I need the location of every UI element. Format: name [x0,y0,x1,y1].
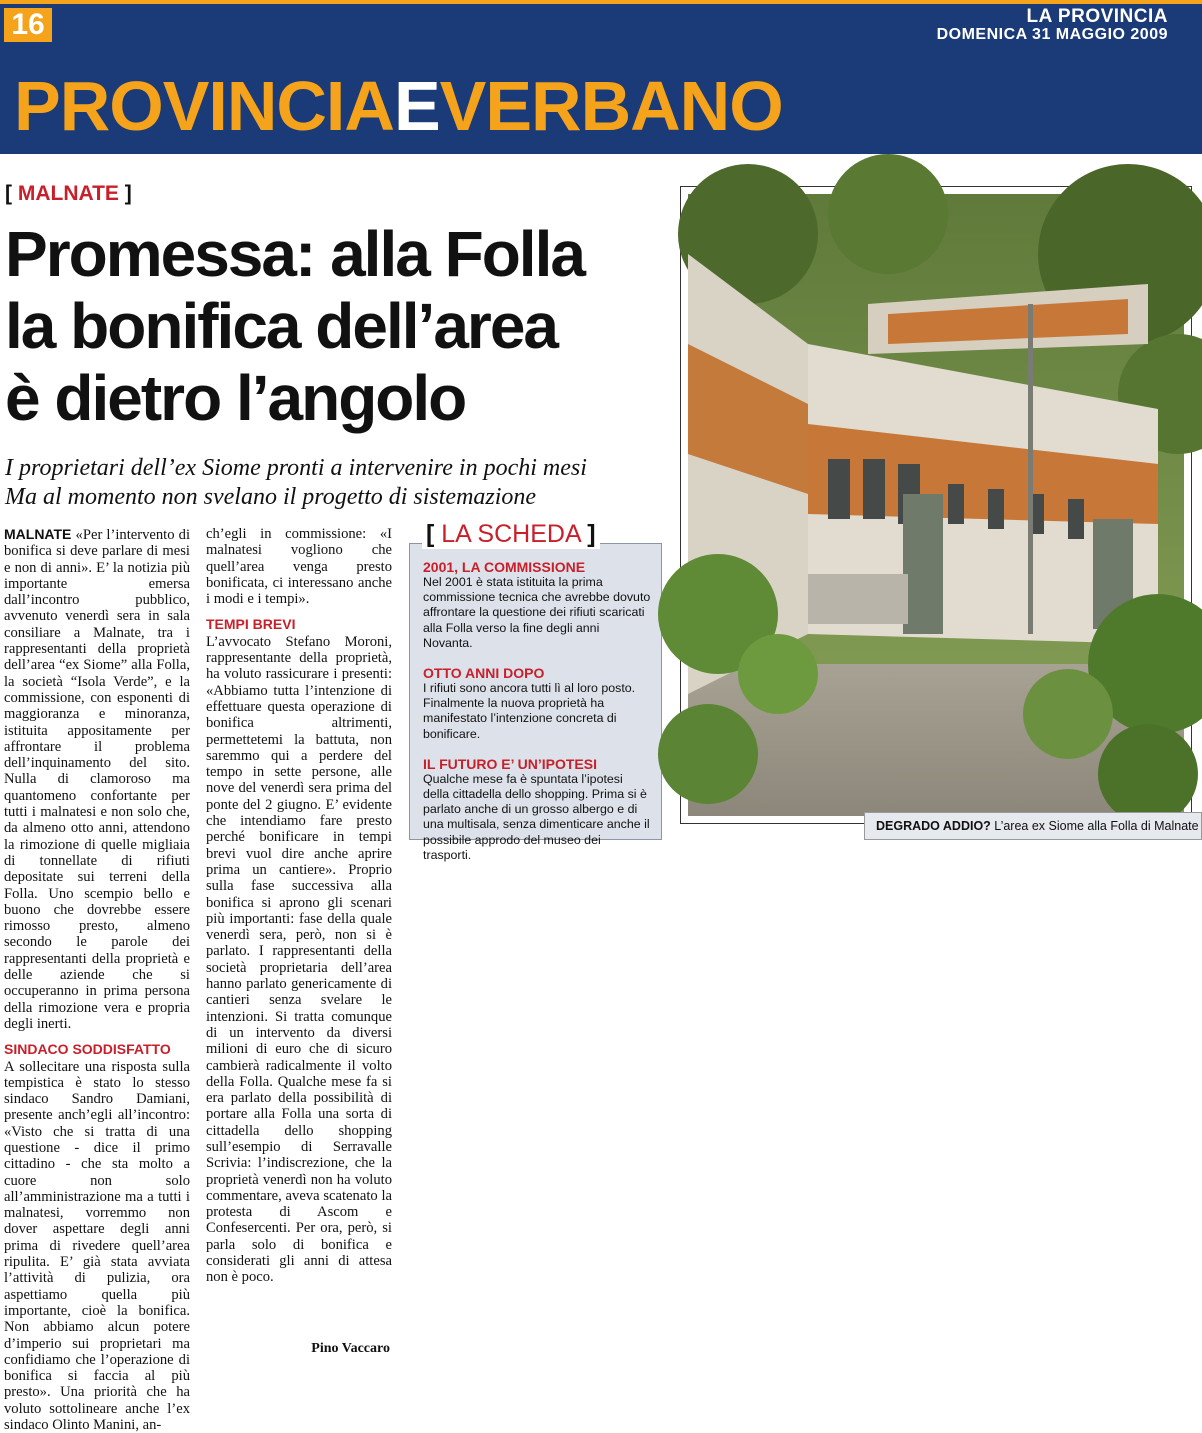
scheda-bracket-close: ] [587,520,595,548]
lead-word: MALNATE [4,526,71,542]
scheda-item-text: Qualche mese fa è spuntata l’ipotesi della cittadella dello shopping. Prima si è parlato anche di un grosso albergo e di una multisala, senza dimenticare anche il possibile approdo del museo dei trasporti. [423,772,651,863]
kicker [5,182,132,206]
headline [5,218,673,434]
caption-bold: DEGRADO ADDIO? [876,819,991,833]
scheda-item-title: IL FUTURO E’ UN’IPOTESI [423,756,651,772]
subheadline [5,454,673,512]
publication-name: LA PROVINCIA [1027,6,1168,28]
headline-line-3: è dietro l’angolo [5,362,465,434]
section-title-part3: VERBANO [440,67,783,145]
article-column-1 [4,526,190,1433]
scheda-item-text: Nel 2001 è stata istituita la prima commissione tecnica che avrebbe dovuto affrontare la questione dei rifiuti scaricati alla Folla verso la fine degli anni Novanta. [423,575,651,651]
section-title [14,66,783,146]
kicker-bracket-close: ] [125,182,132,205]
byline: Pino Vaccaro [260,1341,390,1357]
subsection-title-sindaco: SINDACO SODDISFATTO [4,1041,190,1057]
caption-text: L’area ex Siome alla Folla di Malnate [991,819,1199,833]
section-title-part2: E [394,67,440,145]
kicker-bracket-open: [ [5,182,12,205]
scheda-item-title: 2001, LA COMMISSIONE [423,559,651,575]
scheda-item-text: I rifiuti sono ancora tutti lì al loro posto. Finalmente la nuova proprietà ha manifestato l’intenzione concreta di bonificare. [423,681,651,742]
header-rule [0,152,1202,154]
subhead-line-2: Ma al momento non svelano il progetto di sistemazione [5,484,536,510]
paragraph-1 [4,526,190,1032]
factory-photo [688,194,1184,816]
paragraph-3: ch’egli in commissione: «I malnatesi vogliono che quell’area venga presto bonificata, ci interessano anche i modi e i tempi». [206,526,392,607]
section-title-part1: PROVINCIA [14,67,394,145]
scheda-item-title: OTTO ANNI DOPO [423,665,651,681]
headline-line-2: la bonifica dell’area [5,290,557,362]
subsection-title-tempi: TEMPI BREVI [206,616,392,632]
scheda-box [409,543,662,840]
paragraph-2: A sollecitare una risposta sulla tempistica è stato lo stesso sindaco Sandro Damiani, presente anch’egli all’incontro: «Visto che si tratta di una questione - dice il primo cittadino - che sta molto a cuore non solo all’amministrazione ma a tutti i malnatesi, vorremmo non dover aspettare degli anni prima di rivedere quell’area ripulita. E’ già stata avviata l’attività di pulizia, ora aspettiamo quella più importante, cioè la bonifica. Non abbiamo alcun potere d’imperio sui proprietari ma confidiamo che l’operazione di bonifica si faccia al più presto». Una priorità che ha voluto sottolineare anche l’ex sindaco Olinto Manini, an- [4,1059,190,1433]
photo-caption [864,812,1202,840]
headline-line-1: Promessa: alla Folla [5,218,584,290]
subhead-line-1: I proprietari dell’ex Siome pronti a intervenire in pochi mesi [5,455,587,481]
kicker-word: MALNATE [18,182,119,205]
page-number: 16 [4,8,52,42]
scheda-label [422,520,600,549]
photo-frame [680,186,1192,824]
scheda-bracket-open: [ [426,520,434,548]
paragraph-4: L’avvocato Stefano Moroni, rappresentante della proprietà, ha voluto rassicurare i presenti: «Abbiamo tutta l’intenzione di effettuare questa operazione di bonifica altrimenti, permettetemi la battuta, non saremmo qui a perdere del tempo in sette persone, alle nove del venerdì sera prima del ponte del 2 giugno. E’ evidente che intendiamo fare presto perché bonificare in tempi brevi vuol dire anche aprire prima un cantiere». Proprio sulla fase successiva alla bonifica si aprono gli scenari più importanti: fase della quale venerdì sera, però, non si è parlato. I rappresentanti della società proprietaria dell’area hanno parlato genericamente di cantieri senza svelare le intenzioni. Si tratta comunque di un intervento da diversi milioni di euro che di sicuro cambierà radicalmente il volto della Folla. Qualche mese fa si era parlato della possibilità di portare alla Folla una sorta di cittadella dello shopping sull’esempio di Serravalle Scrivia: l’indiscrezione, che la proprietà venerdì non ha voluto commentare, aveva scatenato la protesta di Ascom e Confesercenti. Per ora, però, si parla solo di bonifica e considerati gli anni di attesa non è poco. [206,634,392,1286]
scheda-label-text: LA SCHEDA [441,520,580,548]
publication-date: DOMENICA 31 MAGGIO 2009 [937,26,1168,44]
article-column-2 [206,526,392,1286]
paragraph-1-text: «Per l’intervento di bonifica si deve parlare di mesi e non di anni». E’ la notizia più importante emersa dall’incontro pubblico, avvenuto venerdì sera in sala consiliare a Malnate, tra i rappresentanti della proprietà dell’area “ex Siome” alla Folla, la società “Isola Verde”, e la commissione, con esponenti di maggioranza e minoranza, istituita appositamente per affrontare il problema dell’inquinamento del sito. Nulla di clamoroso ma quantomeno confortante per tutti i malnatesi e non solo che, da almeno otto anni, attendono la rimozione di quelle migliaia di tonnellate di rifiuti depositate sui terreni della Folla. Uno scempio bello e buono che dovrebbe essere rimosso presto, almeno secondo le parole dei rappresentanti della proprietà e delle aziende che si occuperanno in prima persona della rimozione vera e propria degli inerti. [4,527,190,1032]
masthead [0,4,1202,152]
